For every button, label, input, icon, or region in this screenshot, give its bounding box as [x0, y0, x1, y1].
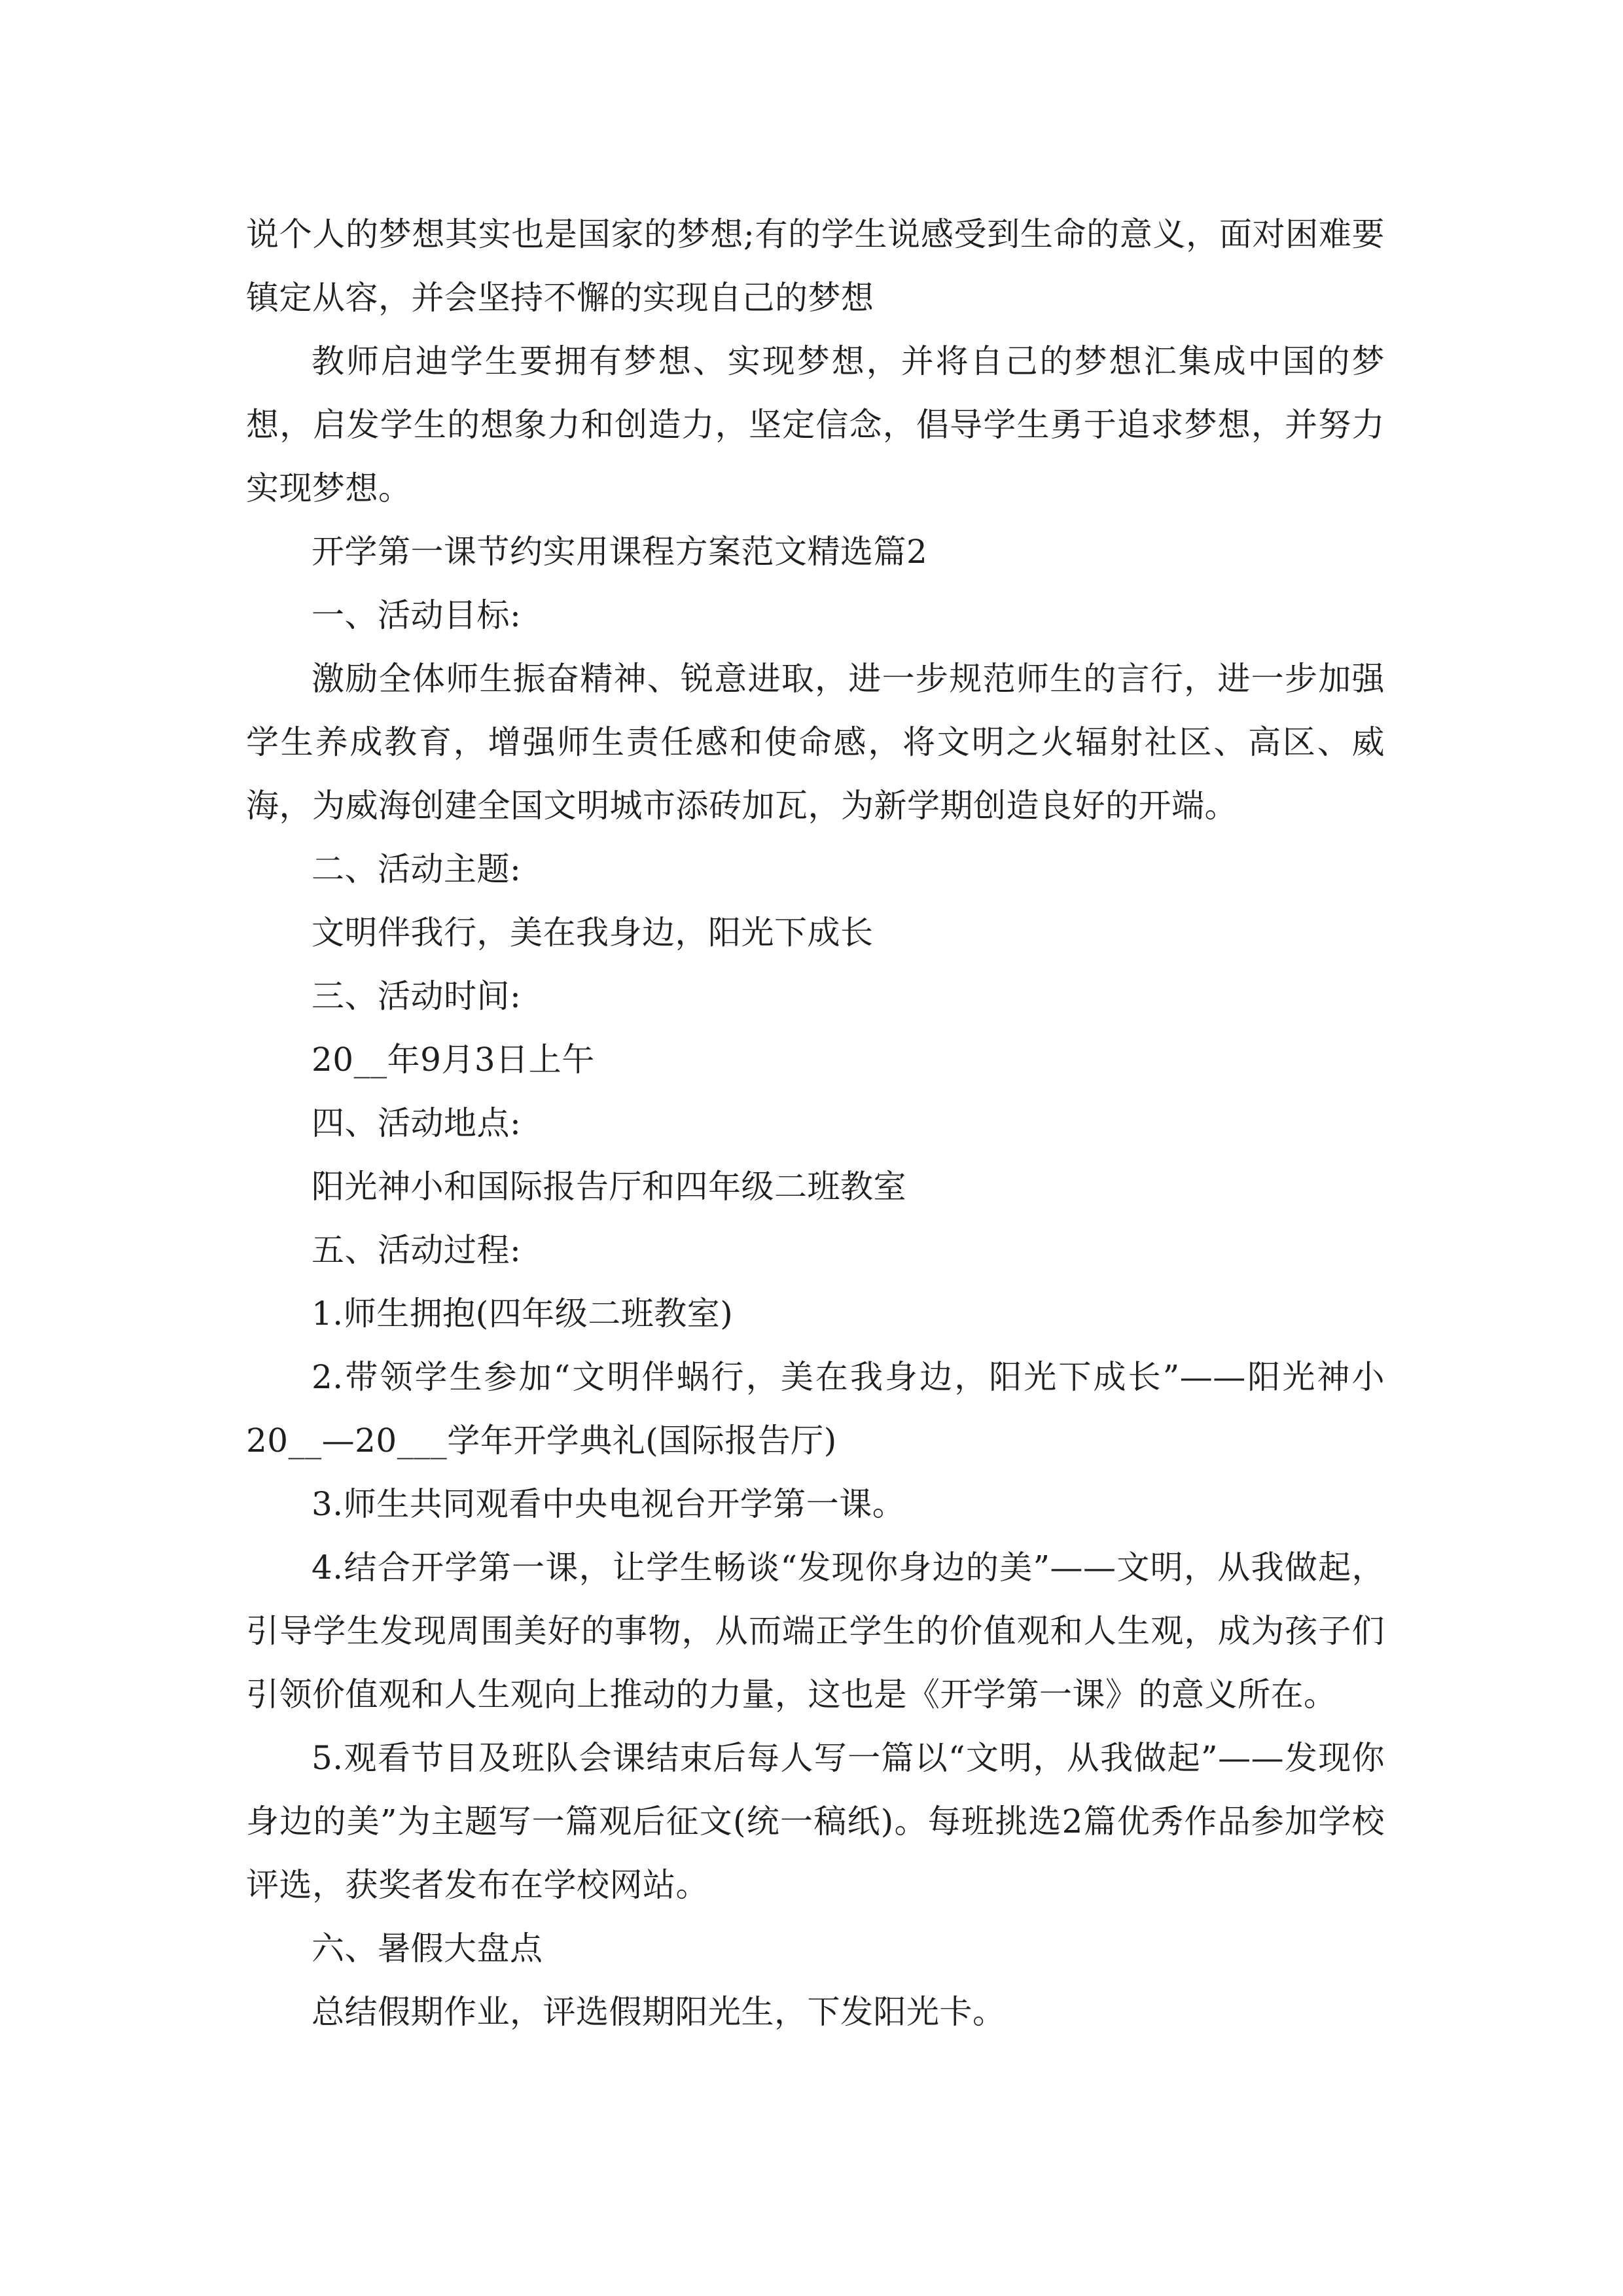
heading-activity-location: 四、活动地点: — [312, 1104, 522, 1142]
heading-activity-goal: 一、活动目标: — [312, 596, 522, 634]
heading-activity-time: 三、活动时间: — [312, 977, 522, 1015]
document-body — [246, 203, 1385, 2044]
list-item: 4.结合开学第一课，让学生畅谈“发现你身边的美”——文明，从我做起，引导学生发现周围美好的事物，从而端正学生的价值观和人生观，成为孩子们引领价值观和人生观向上推动的力量，这也是《开学第一课》的意义所在。 — [246, 1549, 1385, 1713]
list-item: 1.师生拥抱(四年级二班教室) — [312, 1295, 734, 1333]
paragraph: 20__年9月3日上午 — [312, 1041, 595, 1079]
paragraph: 总结假期作业，评选假期阳光生，下发阳光卡。 — [312, 1993, 1006, 2031]
paragraph: 激励全体师生振奋精神、锐意进取，进一步规范师生的言行，进一步加强学生养成教育，增强师生责任感和使命感，将文明之火辐射社区、高区、威海，为威海创建全国文明城市添砖加瓦，为新学期创造良好的开端。 — [246, 660, 1385, 825]
list-item: 5.观看节目及班队会课结束后每人写一篇以“文明，从我做起”——发现你身边的美”为主题写一篇观后征文(统一稿纸)。每班挑选2篇优秀作品参加学校评选，获奖者发布在学校网站。 — [246, 1739, 1385, 1904]
list-item: 3.师生共同观看中央电视台开学第一课。 — [312, 1485, 906, 1523]
paragraph: 文明伴我行，美在我身边，阳光下成长 — [312, 914, 874, 952]
paragraph: 教师启迪学生要拥有梦想、实现梦想，并将自己的梦想汇集成中国的梦想，启发学生的想象力和创造力，坚定信念，倡导学生勇于追求梦想，并努力实现梦想。 — [246, 342, 1385, 507]
list-item: 2.带领学生参加“文明伴蜗行，美在我身边，阳光下成长”——阳光神小20__—20___学年开学典礼(国际报告厅) — [246, 1358, 1385, 1460]
heading-activity-theme: 二、活动主题: — [312, 850, 522, 888]
paragraph: 说个人的梦想其实也是国家的梦想;有的学生说感受到生命的意义，面对困难要镇定从容，并会坚持不懈的实现自己的梦想 — [246, 215, 1385, 317]
heading-activity-process: 五、活动过程: — [312, 1231, 522, 1269]
section-title: 开学第一课节约实用课程方案范文精选篇2 — [312, 533, 928, 571]
heading-summer-review: 六、暑假大盘点 — [312, 1929, 543, 1967]
paragraph: 阳光神小和国际报告厅和四年级二班教室 — [312, 1168, 906, 1206]
